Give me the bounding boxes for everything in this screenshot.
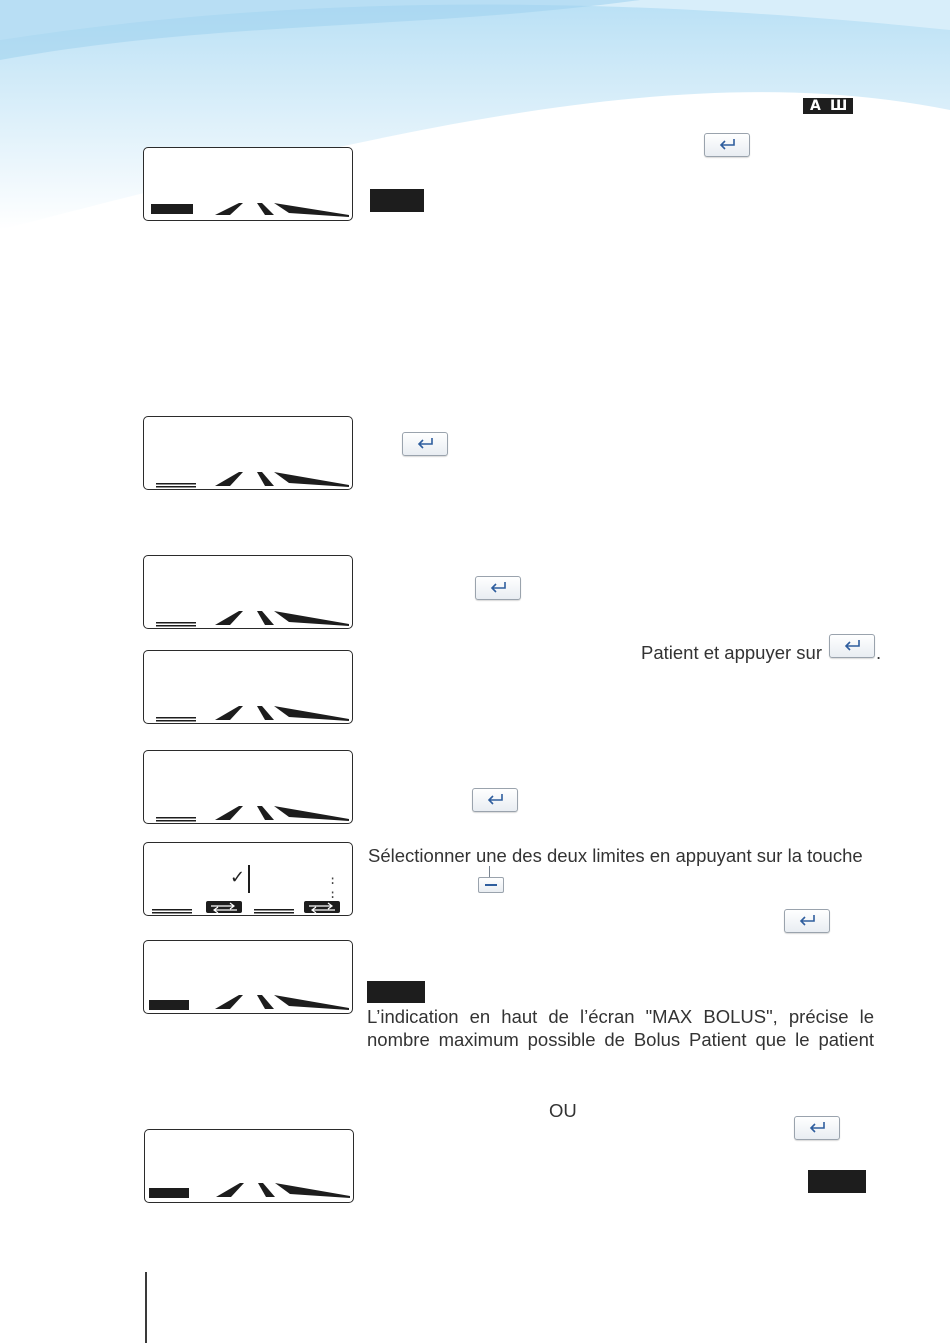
lcd-screen-5 — [143, 750, 353, 824]
lcd-softkey-bar — [144, 417, 352, 489]
lcd-dots: : : — [329, 873, 340, 901]
minus-key-pointer — [489, 866, 490, 877]
badge-right-glyph: Ш — [830, 98, 848, 114]
enter-return-icon — [807, 1120, 827, 1136]
lcd-softkey-bar — [144, 843, 352, 915]
label-bar-3 — [808, 1170, 866, 1193]
enter-return-icon — [488, 580, 508, 596]
ou-text: OU — [549, 1100, 577, 1121]
label-bar-2 — [367, 981, 425, 1003]
enter-return-icon — [842, 638, 862, 654]
lcd-screen-8 — [144, 1129, 354, 1203]
lcd-screen-7 — [143, 940, 353, 1014]
max-bolus-text-line-1: L’indication en haut de l’écran "MAX BOLUS", précise le — [367, 1006, 874, 1027]
enter-key-3 — [475, 576, 521, 600]
swap-arrows-icon — [206, 901, 242, 913]
minus-key-icon — [478, 877, 504, 893]
max-bolus-text-line-2: nombre maximum possible de Bolus Patient que le patient — [367, 1029, 874, 1050]
badge-left-glyph: A — [810, 98, 821, 114]
enter-key-4 — [829, 634, 875, 658]
enter-return-icon — [485, 792, 505, 808]
enter-return-icon — [717, 137, 737, 153]
enter-return-icon — [415, 436, 435, 452]
enter-key-7 — [794, 1116, 840, 1140]
lcd-screen-4 — [143, 650, 353, 724]
lcd-screen-1 — [143, 147, 353, 221]
enter-key-2 — [402, 432, 448, 456]
lcd-screen-2 — [143, 416, 353, 490]
lcd-softkey-bar — [144, 651, 352, 723]
lcd-screen-6-limits — [143, 842, 353, 916]
enter-key-5 — [472, 788, 518, 812]
lcd-softkey-bar — [144, 941, 352, 1013]
lcd-softkey-bar — [144, 148, 352, 220]
lcd-softkey-bar — [145, 1130, 353, 1202]
lcd-softkey-bar — [144, 556, 352, 628]
lcd-screen-3 — [143, 555, 353, 629]
label-bar-1 — [370, 189, 424, 212]
patient-line-period: . — [876, 642, 882, 663]
patient-instruction-text: Patient et appuyer sur — [641, 642, 822, 663]
page-margin-line — [145, 1272, 147, 1343]
swap-arrows-icon — [304, 901, 340, 913]
enter-return-icon — [797, 913, 817, 929]
header-badge — [803, 98, 853, 114]
enter-key-6 — [784, 909, 830, 933]
enter-key-1 — [704, 133, 750, 157]
select-limits-text: Sélectionner une des deux limites en appuyant sur la touche — [368, 845, 863, 866]
check-icon: ✓ — [230, 867, 246, 888]
lcd-softkey-bar — [144, 751, 352, 823]
